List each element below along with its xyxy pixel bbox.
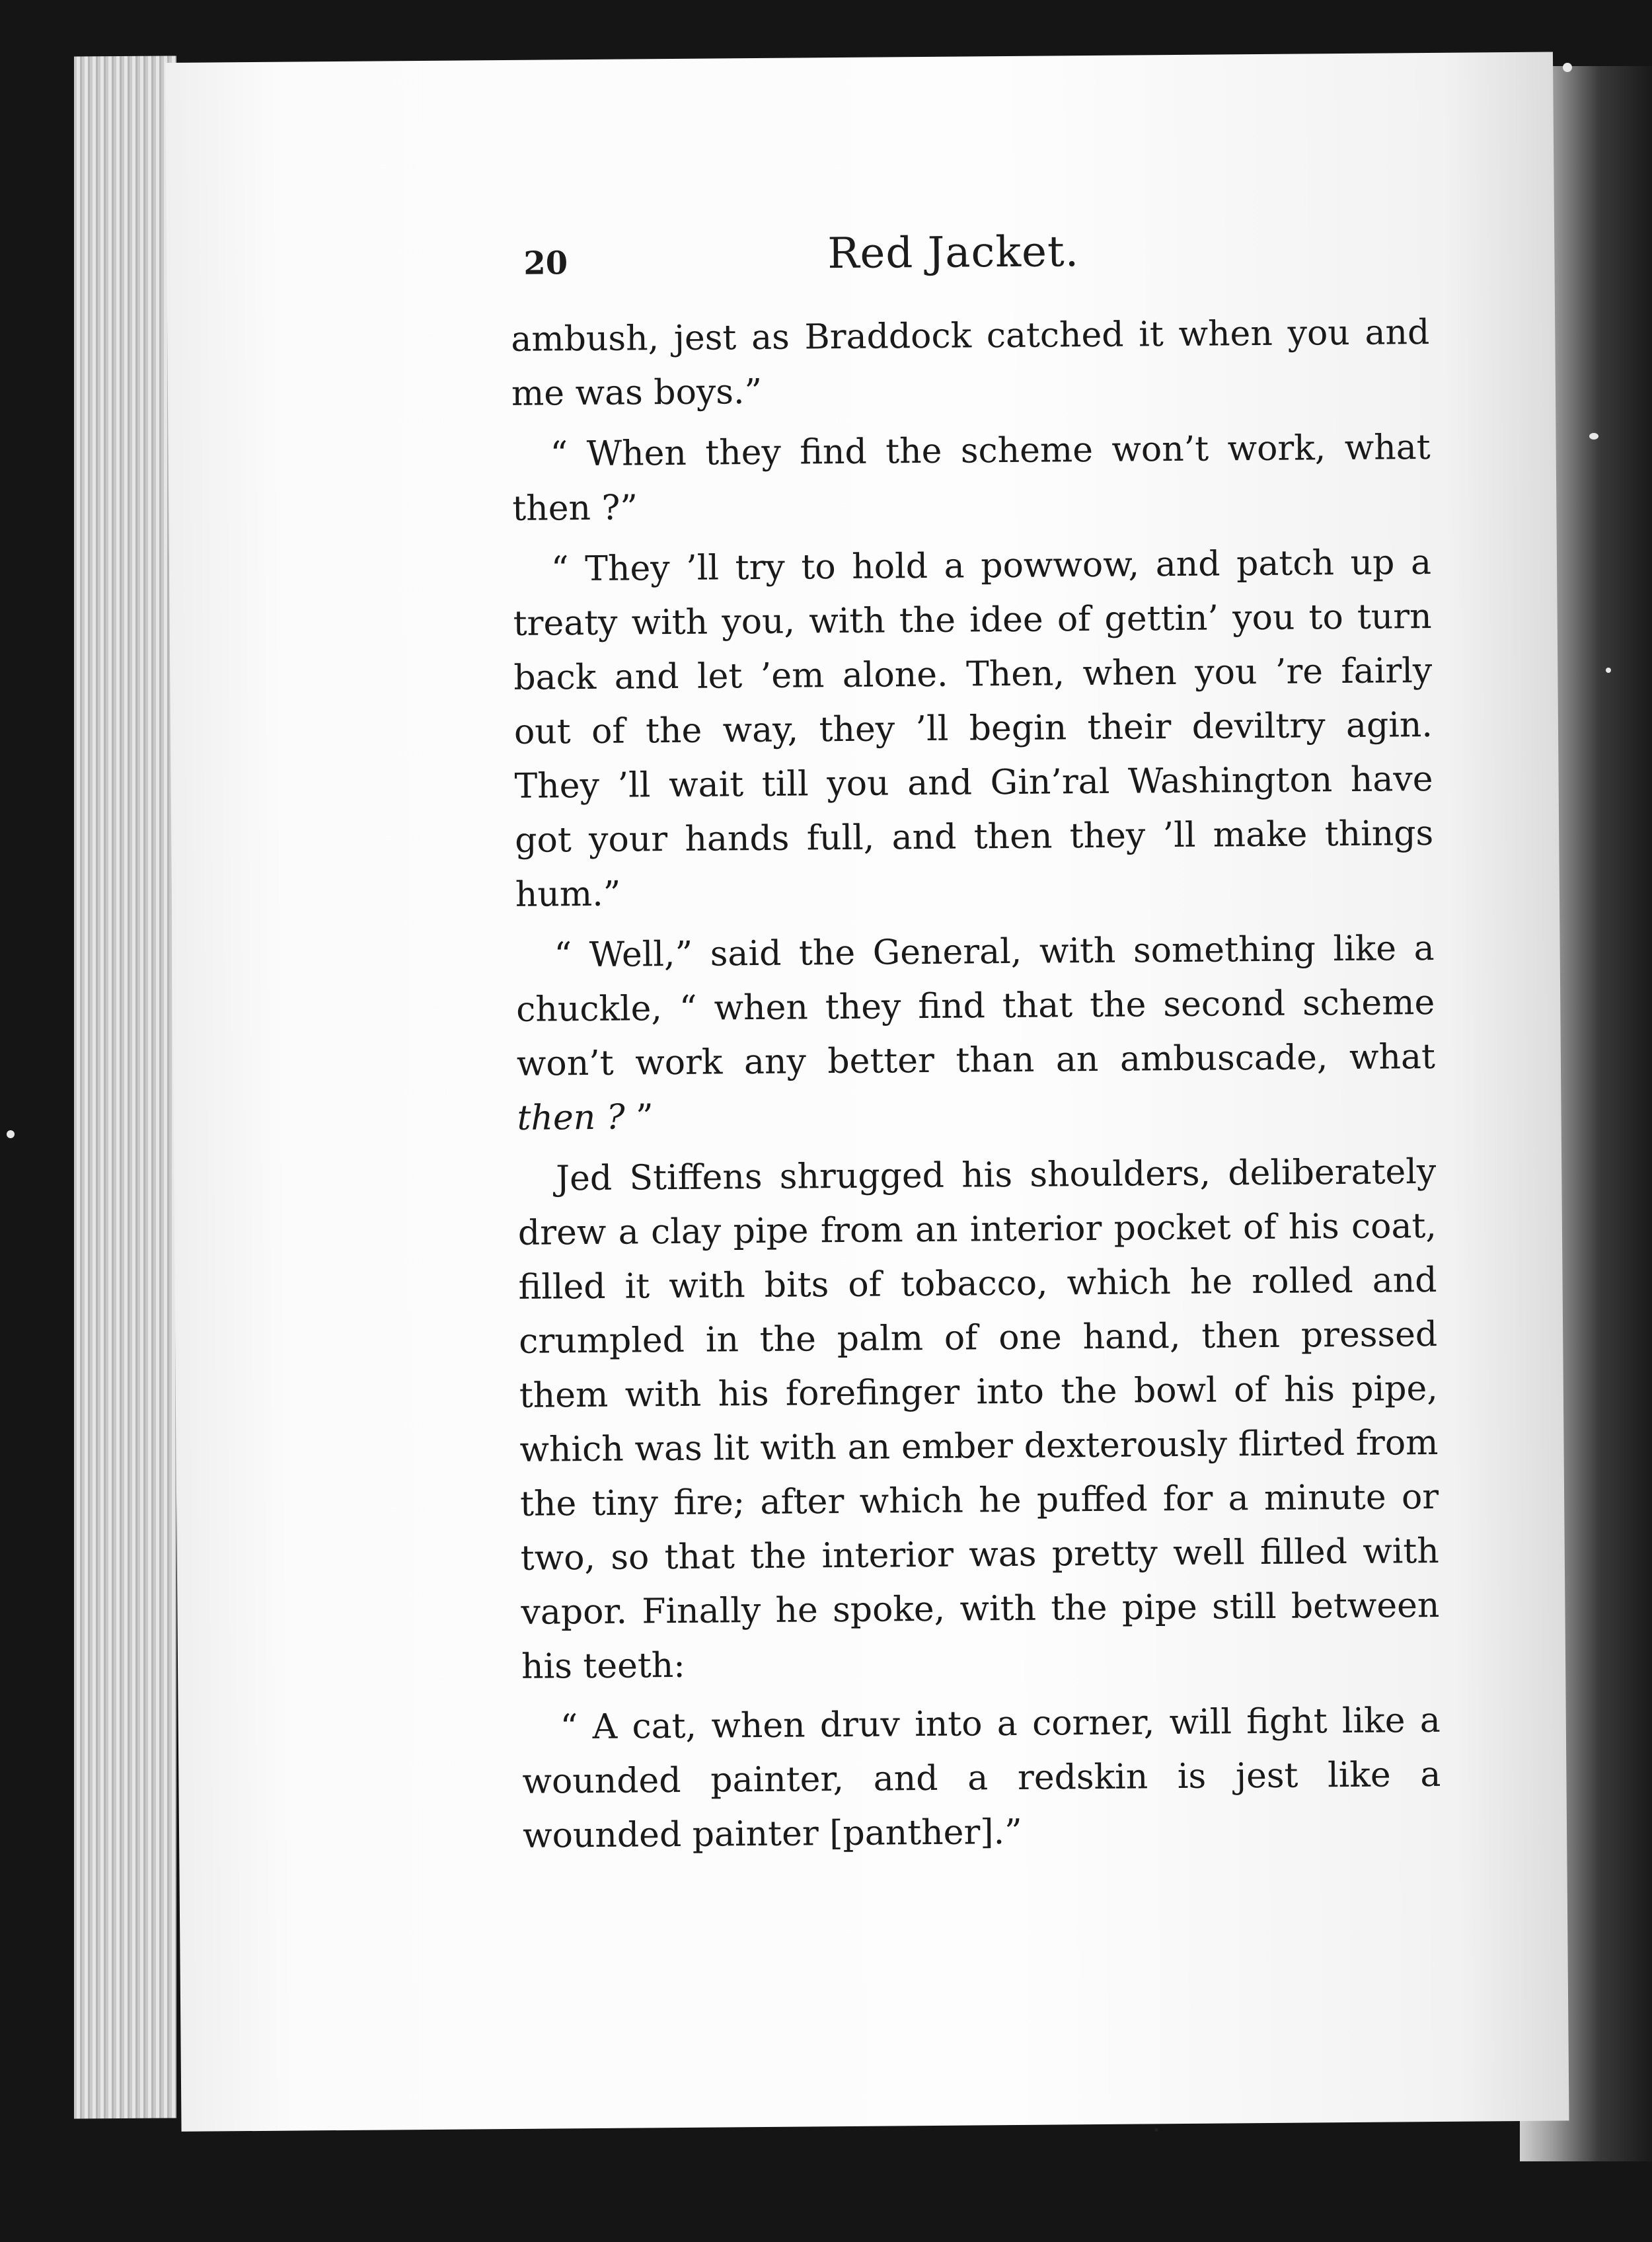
page-header: [523, 226, 1251, 305]
paragraph: ambush, jest as Braddock catched it when you and me was boys.”: [511, 312, 1430, 414]
paragraph: [515, 921, 1436, 1145]
dust-speck: [1563, 63, 1572, 72]
paragraph: Jed Stiffens shrugged his shoulders, deliberately drew a clay pipe from an interior pocket of his coat, filled it with bits of tobacco, which he rolled and crumpled in the palm of one hand, then pressed them with his forefinger into the bowl of his pipe, which was lit with an ember dexterously flirted from the tiny fire; after which he puffed for a minute or two, so that the interior was pretty well filled with vapor. Finally he spoke, with the pipe still between his teeth:: [517, 1151, 1440, 1687]
dust-speck: [1589, 433, 1598, 440]
paragraph-text: ”: [624, 1097, 654, 1138]
paragraph-text: “ Well,” said the General, with something like a chuckle, “ when they find that the second scheme won’t work any better than an ambuscade, what: [516, 928, 1436, 1084]
book-page: [165, 52, 1569, 2132]
page-number: 20: [523, 245, 568, 282]
body-text: [511, 305, 1441, 1870]
italic-text: then ?: [517, 1097, 625, 1138]
paragraph: “ They ’ll try to hold a powwow, and patch up a treaty with you, with the idee of gettin’ you to turn back and let ’em alone. Then, when you ’re fairly out of the way, they ’ll begin their deviltry agin. They ’ll wait till you and Gin’ral Washington have got your hands full, and then they ’ll make things hum.”: [513, 542, 1434, 915]
dust-speck: [7, 1130, 15, 1138]
paragraph: “ A cat, when druv into a corner, will fight like a wounded painter, and a redskin is jest like a wounded painter [panther].”: [522, 1700, 1441, 1856]
dust-speck: [1606, 668, 1611, 673]
running-title: Red Jacket.: [827, 227, 1080, 279]
book-page-edges: [74, 56, 176, 2118]
paragraph: “ When they find the scheme won’t work, what then ?”: [512, 427, 1431, 529]
